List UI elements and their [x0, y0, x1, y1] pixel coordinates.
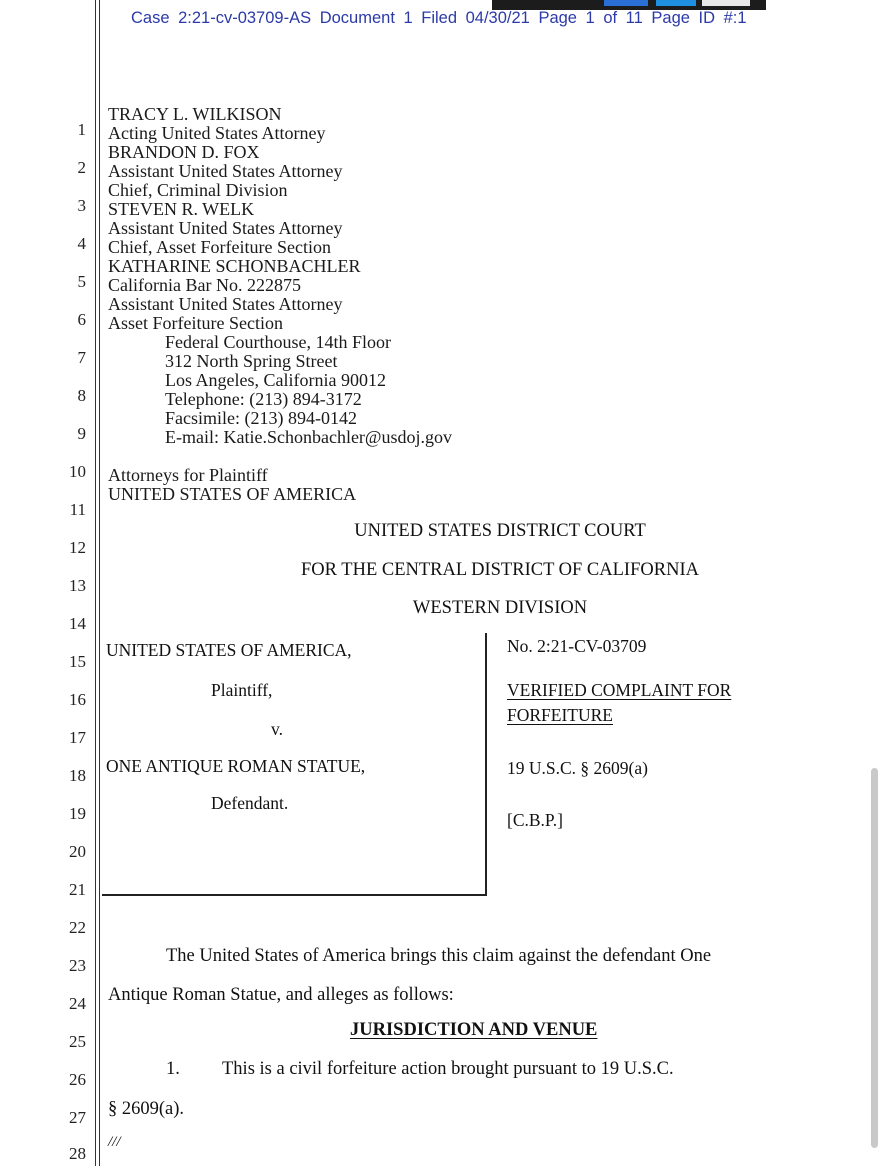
line-number: 7	[77, 348, 86, 367]
court-division: WESTERN DIVISION	[412, 598, 588, 618]
attorney-line: Assistant United States Attorney	[108, 218, 343, 238]
line-number: 25	[69, 1032, 86, 1051]
attorney-line: STEVEN R. WELK	[108, 199, 255, 219]
page-id-header: Page ID #:1	[651, 9, 747, 27]
attorney-line: Assistant United States Attorney	[108, 294, 343, 314]
defendant-name: ONE ANTIQUE ROMAN STATUE,	[106, 756, 366, 776]
address-line: 312 North Spring Street	[165, 351, 338, 371]
line-number: 26	[69, 1070, 86, 1089]
line-number: 3	[77, 196, 86, 215]
toolbar-button-lightblue[interactable]	[656, 0, 696, 6]
line-number: 20	[69, 842, 86, 861]
ecf-header	[131, 9, 747, 28]
paragraph1-line1: This is a civil forfeiture action brought pursuant to 19 U.S.C.	[222, 1059, 674, 1079]
line-number: 1	[77, 120, 86, 139]
attorney-line: California Bar No. 222875	[108, 275, 301, 295]
caption-box-vertical-rule	[485, 633, 487, 895]
email-line[interactable]: E-mail: Katie.Schonbachler@usdoj.gov	[165, 427, 453, 447]
line-number: 21	[69, 880, 86, 899]
line-number: 23	[69, 956, 86, 975]
page-count-header: Page 1 of 11	[538, 9, 643, 27]
versus: v.	[271, 719, 283, 739]
vertical-scrollbar[interactable]	[871, 768, 878, 1148]
case-number-header: Case 2:21-cv-03709-AS	[131, 9, 312, 27]
line-number: 11	[69, 500, 86, 519]
line-number: 16	[69, 690, 86, 709]
complaint-title-line2: FORFEITURE	[507, 705, 613, 725]
complaint-title-line1: VERIFIED COMPLAINT FOR	[507, 680, 732, 700]
paragraph1-line2: § 2609(a).	[108, 1099, 185, 1119]
toolbar-button-blue[interactable]	[604, 0, 648, 6]
left-margin-rule-outer	[95, 0, 96, 1166]
case-number: No. 2:21-CV-03709	[507, 636, 647, 656]
line-number: 22	[69, 918, 86, 937]
address-line: Federal Courthouse, 14th Floor	[165, 332, 391, 352]
line-number: 17	[69, 728, 86, 747]
defendant-role: Defendant.	[211, 793, 289, 813]
plaintiff-name: UNITED STATES OF AMERICA,	[106, 640, 352, 660]
court-district: FOR THE CENTRAL DISTRICT OF CALIFORNIA	[301, 560, 699, 580]
plaintiff-role: Plaintiff,	[211, 680, 273, 700]
line-number: 5	[77, 272, 86, 291]
line-number: 27	[69, 1108, 86, 1127]
attorney-line: TRACY L. WILKISON	[108, 104, 282, 124]
document-number-header: Document 1	[319, 9, 413, 27]
statute-citation: 19 U.S.C. § 2609(a)	[507, 758, 648, 778]
attorney-line: KATHARINE SCHONBACHLER	[108, 256, 361, 276]
intro-line1: The United States of America brings this claim against the defendant One	[166, 946, 712, 966]
address-line: Telephone: (213) 894-3172	[165, 389, 362, 409]
attorney-line: Asset Forfeiture Section	[108, 313, 283, 333]
line-number: 12	[69, 538, 86, 557]
toolbar-button-light[interactable]	[702, 0, 750, 6]
attorney-line: BRANDON D. FOX	[108, 142, 260, 162]
line-number: 6	[77, 310, 86, 329]
line-number: 14	[69, 614, 86, 633]
line-number: 15	[69, 652, 86, 671]
attorney-line: Assistant United States Attorney	[108, 161, 343, 181]
line-number: 10	[69, 462, 86, 481]
line-number: 13	[69, 576, 86, 595]
court-name: UNITED STATES DISTRICT COURT	[354, 521, 646, 541]
line-number: 24	[69, 994, 86, 1013]
paragraph-number: 1.	[166, 1059, 180, 1079]
attorney-line: Chief, Criminal Division	[108, 180, 288, 200]
line-number: 9	[77, 424, 86, 443]
attorneys-for-line: Attorneys for Plaintiff	[108, 465, 268, 485]
line-number: 2	[77, 158, 86, 177]
attorneys-for-line: UNITED STATES OF AMERICA	[108, 484, 357, 504]
caption-box-bottom-rule	[102, 894, 487, 896]
continuation-marker: ///	[108, 1134, 121, 1150]
intro-line2: Antique Roman Statue, and alleges as follows:	[108, 985, 454, 1005]
line-number: 8	[77, 386, 86, 405]
address-line: Facsimile: (213) 894-0142	[165, 408, 357, 428]
line-number: 4	[77, 234, 86, 253]
line-number: 19	[69, 804, 86, 823]
address-line: Los Angeles, California 90012	[165, 370, 386, 390]
agency-tag: [C.B.P.]	[507, 810, 563, 830]
section-heading: JURISDICTION AND VENUE	[350, 1020, 598, 1040]
left-margin-rule-inner	[99, 0, 100, 1166]
filed-date-header: Filed 04/30/21	[421, 9, 530, 27]
attorney-line: Acting United States Attorney	[108, 123, 326, 143]
line-number: 28	[69, 1144, 86, 1163]
line-number: 18	[69, 766, 86, 785]
attorney-line: Chief, Asset Forfeiture Section	[108, 237, 331, 257]
